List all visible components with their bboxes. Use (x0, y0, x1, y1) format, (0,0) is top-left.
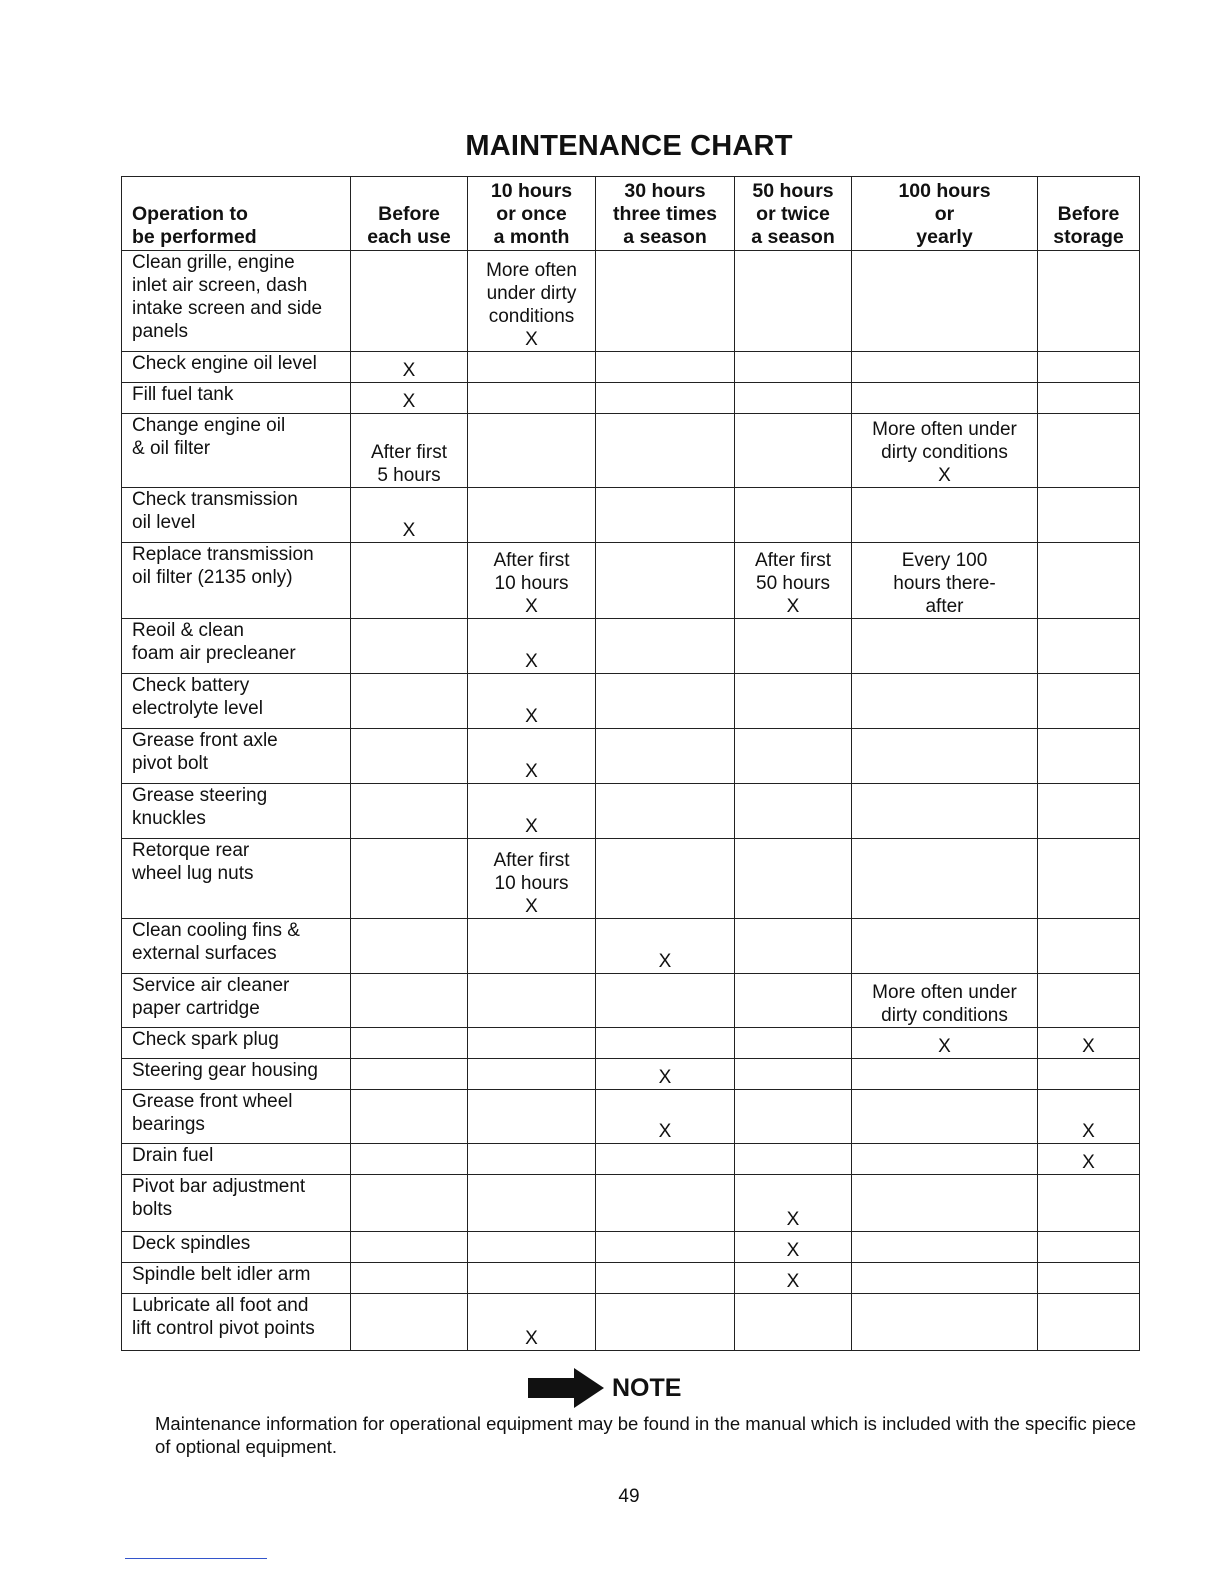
cell-10-hours: X (468, 784, 596, 839)
page-number: 49 (618, 1486, 640, 1507)
cell-30-hours (596, 414, 735, 488)
cell-operation: Reoil & clean foam air precleaner (122, 619, 351, 674)
cell-10-hours (468, 1144, 596, 1175)
cell-operation: Clean cooling fins & external surfaces (122, 919, 351, 974)
table-row (122, 839, 1140, 919)
table-row (122, 1090, 1140, 1144)
cell-before-each-use (351, 974, 468, 1028)
cell-30-hours (596, 352, 735, 383)
cell-operation: Fill fuel tank (122, 383, 351, 414)
cell-10-hours (468, 1232, 596, 1263)
cell-before-storage (1038, 1294, 1140, 1351)
cell-100-hours (852, 839, 1038, 919)
cell-operation: Grease steering knuckles (122, 784, 351, 839)
cell-100-hours: Every 100 hours there- after (852, 543, 1038, 619)
cell-100-hours (852, 488, 1038, 543)
cell-operation: Grease front axle pivot bolt (122, 729, 351, 784)
cell-before-storage (1038, 1232, 1140, 1263)
cell-10-hours: X (468, 674, 596, 729)
cell-100-hours (852, 251, 1038, 352)
cell-100-hours (852, 919, 1038, 974)
cell-before-each-use (351, 619, 468, 674)
cell-before-storage (1038, 251, 1140, 352)
cell-before-each-use: X (351, 488, 468, 543)
table-row (122, 1028, 1140, 1059)
cell-30-hours (596, 1028, 735, 1059)
cell-10-hours (468, 383, 596, 414)
cell-100-hours (852, 674, 1038, 729)
cell-30-hours: X (596, 1090, 735, 1144)
cell-before-storage (1038, 784, 1140, 839)
table-row (122, 488, 1140, 543)
cell-operation: Clean grille, engine inlet air screen, dash intake screen and side panels (122, 251, 351, 352)
note-banner (526, 1368, 681, 1408)
table-row (122, 383, 1140, 414)
cell-10-hours (468, 974, 596, 1028)
cell-50-hours (735, 784, 852, 839)
cell-100-hours (852, 1175, 1038, 1232)
col-header-50-hours: 50 hours or twice a season (735, 177, 852, 251)
cell-100-hours (852, 1294, 1038, 1351)
cell-50-hours (735, 1059, 852, 1090)
cell-50-hours: After first 50 hours X (735, 543, 852, 619)
cell-before-each-use (351, 729, 468, 784)
cell-10-hours (468, 919, 596, 974)
cell-100-hours (852, 1144, 1038, 1175)
cell-100-hours (852, 383, 1038, 414)
cell-100-hours (852, 1090, 1038, 1144)
cell-10-hours (468, 1175, 596, 1232)
footer-rule (125, 1558, 267, 1559)
cell-before-storage (1038, 543, 1140, 619)
table-header-row (122, 177, 1140, 251)
cell-before-each-use (351, 1175, 468, 1232)
table-row (122, 919, 1140, 974)
chart-title: MAINTENANCE CHART (465, 130, 793, 162)
cell-before-storage (1038, 619, 1140, 674)
cell-10-hours: X (468, 1294, 596, 1351)
cell-50-hours: X (735, 1232, 852, 1263)
cell-30-hours (596, 729, 735, 784)
cell-30-hours (596, 251, 735, 352)
cell-before-storage (1038, 919, 1140, 974)
cell-30-hours: X (596, 919, 735, 974)
cell-before-each-use (351, 543, 468, 619)
cell-operation: Spindle belt idler arm (122, 1263, 351, 1294)
cell-before-storage (1038, 414, 1140, 488)
cell-before-each-use (351, 1090, 468, 1144)
cell-before-each-use (351, 919, 468, 974)
cell-30-hours (596, 1263, 735, 1294)
cell-operation: Replace transmission oil filter (2135 only) (122, 543, 351, 619)
cell-50-hours: X (735, 1175, 852, 1232)
cell-before-storage (1038, 674, 1140, 729)
table-row (122, 674, 1140, 729)
cell-before-each-use (351, 1144, 468, 1175)
cell-operation: Check engine oil level (122, 352, 351, 383)
cell-30-hours (596, 674, 735, 729)
cell-30-hours (596, 619, 735, 674)
cell-50-hours (735, 383, 852, 414)
table-row (122, 1263, 1140, 1294)
col-header-30-hours: 30 hours three times a season (596, 177, 735, 251)
cell-10-hours (468, 1090, 596, 1144)
cell-50-hours (735, 1028, 852, 1059)
cell-before-each-use (351, 1028, 468, 1059)
cell-50-hours (735, 352, 852, 383)
col-header-100-hours: 100 hours or yearly (852, 177, 1038, 251)
cell-10-hours: After first 10 hours X (468, 839, 596, 919)
cell-operation: Check battery electrolyte level (122, 674, 351, 729)
table-row (122, 352, 1140, 383)
maintenance-table (121, 176, 1140, 1351)
cell-before-storage (1038, 839, 1140, 919)
cell-before-storage (1038, 1059, 1140, 1090)
table-row (122, 1232, 1140, 1263)
cell-10-hours (468, 1059, 596, 1090)
table-row (122, 251, 1140, 352)
cell-50-hours (735, 1294, 852, 1351)
cell-before-storage (1038, 974, 1140, 1028)
cell-before-each-use (351, 1263, 468, 1294)
cell-before-storage (1038, 729, 1140, 784)
cell-100-hours (852, 1059, 1038, 1090)
cell-10-hours (468, 352, 596, 383)
cell-100-hours (852, 784, 1038, 839)
cell-30-hours (596, 543, 735, 619)
cell-operation: Service air cleaner paper cartridge (122, 974, 351, 1028)
cell-50-hours (735, 488, 852, 543)
cell-before-each-use (351, 839, 468, 919)
cell-operation: Check spark plug (122, 1028, 351, 1059)
col-header-10-hours: 10 hours or once a month (468, 177, 596, 251)
col-header-before-each-use: Before each use (351, 177, 468, 251)
cell-50-hours (735, 974, 852, 1028)
cell-before-storage: X (1038, 1028, 1140, 1059)
table-row (122, 1144, 1140, 1175)
cell-50-hours (735, 414, 852, 488)
table-row (122, 543, 1140, 619)
cell-operation: Deck spindles (122, 1232, 351, 1263)
cell-100-hours (852, 619, 1038, 674)
cell-10-hours (468, 488, 596, 543)
cell-before-storage: X (1038, 1090, 1140, 1144)
cell-100-hours: More often under dirty conditions (852, 974, 1038, 1028)
cell-operation: Change engine oil & oil filter (122, 414, 351, 488)
cell-10-hours: After first 10 hours X (468, 543, 596, 619)
cell-50-hours (735, 674, 852, 729)
cell-before-each-use (351, 674, 468, 729)
cell-30-hours (596, 383, 735, 414)
cell-operation: Grease front wheel bearings (122, 1090, 351, 1144)
cell-before-storage (1038, 352, 1140, 383)
cell-before-each-use: X (351, 352, 468, 383)
cell-30-hours (596, 1144, 735, 1175)
cell-30-hours (596, 488, 735, 543)
cell-before-each-use (351, 1294, 468, 1351)
cell-50-hours (735, 729, 852, 784)
cell-10-hours (468, 414, 596, 488)
cell-before-each-use: X (351, 383, 468, 414)
col-header-before-storage: Before storage (1038, 177, 1140, 251)
cell-operation: Pivot bar adjustment bolts (122, 1175, 351, 1232)
cell-50-hours (735, 1090, 852, 1144)
cell-30-hours (596, 1294, 735, 1351)
cell-operation: Steering gear housing (122, 1059, 351, 1090)
table-row (122, 1059, 1140, 1090)
cell-before-each-use: After first 5 hours (351, 414, 468, 488)
cell-100-hours: X (852, 1028, 1038, 1059)
cell-50-hours (735, 919, 852, 974)
table-row (122, 729, 1140, 784)
cell-10-hours (468, 1263, 596, 1294)
table-row (122, 414, 1140, 488)
cell-100-hours (852, 352, 1038, 383)
cell-50-hours (735, 619, 852, 674)
cell-50-hours (735, 251, 852, 352)
cell-30-hours (596, 784, 735, 839)
cell-10-hours (468, 1028, 596, 1059)
cell-operation: Drain fuel (122, 1144, 351, 1175)
table-row (122, 974, 1140, 1028)
cell-100-hours (852, 1232, 1038, 1263)
cell-30-hours (596, 839, 735, 919)
cell-50-hours (735, 839, 852, 919)
table-row (122, 619, 1140, 674)
note-label: NOTE (612, 1373, 682, 1402)
arrow-right-icon (526, 1367, 606, 1409)
col-header-operation: Operation to be performed (122, 177, 351, 251)
cell-before-each-use (351, 1232, 468, 1263)
cell-100-hours (852, 1263, 1038, 1294)
cell-before-each-use (351, 251, 468, 352)
table-body (122, 251, 1140, 1351)
cell-50-hours (735, 1144, 852, 1175)
table-row (122, 1294, 1140, 1351)
cell-before-each-use (351, 784, 468, 839)
cell-100-hours (852, 729, 1038, 784)
cell-30-hours (596, 1232, 735, 1263)
table-row (122, 784, 1140, 839)
cell-before-storage (1038, 383, 1140, 414)
note-text: Maintenance information for operational equipment may be found in the manual which is included with the specific piece of optional equipment. (155, 1413, 1137, 1457)
cell-50-hours: X (735, 1263, 852, 1294)
cell-10-hours: X (468, 729, 596, 784)
cell-operation: Lubricate all foot and lift control pivot points (122, 1294, 351, 1351)
cell-10-hours: X (468, 619, 596, 674)
table-row (122, 1175, 1140, 1232)
cell-before-storage (1038, 488, 1140, 543)
cell-before-storage (1038, 1263, 1140, 1294)
cell-before-each-use (351, 1059, 468, 1090)
cell-before-storage (1038, 1175, 1140, 1232)
cell-30-hours (596, 1175, 735, 1232)
cell-30-hours: X (596, 1059, 735, 1090)
cell-10-hours: More often under dirty conditions X (468, 251, 596, 352)
cell-30-hours (596, 974, 735, 1028)
cell-100-hours: More often under dirty conditions X (852, 414, 1038, 488)
cell-operation: Check transmission oil level (122, 488, 351, 543)
cell-before-storage: X (1038, 1144, 1140, 1175)
cell-operation: Retorque rear wheel lug nuts (122, 839, 351, 919)
